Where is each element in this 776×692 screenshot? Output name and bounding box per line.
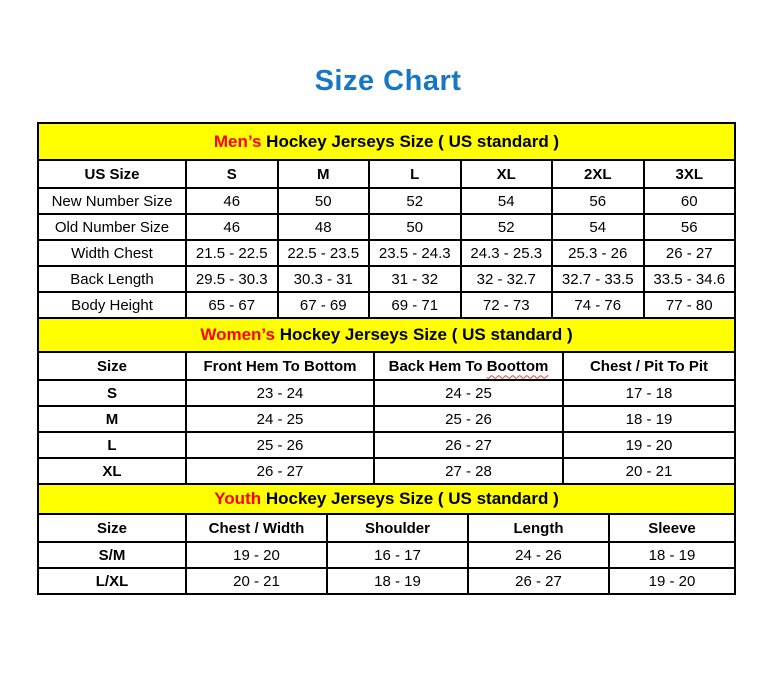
youth-size-table: [37, 483, 736, 595]
youth-title-rest: Hockey Jerseys Size ( US standard ): [265, 489, 559, 508]
size-cell: 56: [552, 188, 644, 214]
column-header: Sleeve: [609, 514, 735, 542]
size-cell: 46: [186, 214, 278, 240]
column-header-misspelled: [374, 352, 563, 380]
size-cell: 25 - 26: [186, 432, 374, 458]
youth-header-row: [38, 514, 735, 542]
womens-title-row: [38, 318, 735, 352]
mens-header-row: [38, 160, 735, 188]
size-cell: 31 - 32: [369, 266, 461, 292]
row-label: New Number Size: [38, 188, 186, 214]
size-tables: [37, 122, 736, 595]
column-header: 3XL: [644, 160, 736, 188]
size-cell: 19 - 20: [609, 568, 735, 594]
size-cell: 48: [278, 214, 370, 240]
table-row: [38, 380, 735, 406]
back-hem-label: Back Hem To: [388, 357, 483, 375]
size-cell: 32.7 - 33.5: [552, 266, 644, 292]
column-header: L: [369, 160, 461, 188]
mens-title-rest: Hockey Jerseys Size ( US standard ): [266, 131, 560, 151]
size-cell: 25.3 - 26: [552, 240, 644, 266]
row-label: S: [38, 380, 186, 406]
row-label: L: [38, 432, 186, 458]
youth-table-title: [38, 484, 735, 514]
column-header: M: [278, 160, 370, 188]
table-row: [38, 292, 735, 318]
size-cell: 50: [278, 188, 370, 214]
size-cell: 29.5 - 30.3: [186, 266, 278, 292]
back-hem-misspelled-word: Boottom: [486, 357, 549, 375]
row-label: S/M: [38, 542, 186, 568]
size-cell: 19 - 20: [563, 432, 735, 458]
size-cell: 20 - 21: [563, 458, 735, 484]
size-cell: 69 - 71: [369, 292, 461, 318]
size-cell: 25 - 26: [374, 406, 563, 432]
column-header: Length: [468, 514, 609, 542]
size-cell: 24 - 26: [468, 542, 609, 568]
table-row: [38, 240, 735, 266]
size-cell: 74 - 76: [552, 292, 644, 318]
table-row: [38, 568, 735, 594]
size-cell: 24 - 25: [186, 406, 374, 432]
table-row: [38, 406, 735, 432]
size-cell: 32 - 32.7: [461, 266, 553, 292]
column-header: Chest / Width: [186, 514, 327, 542]
size-cell: 72 - 73: [461, 292, 553, 318]
table-row: [38, 432, 735, 458]
size-cell: 24 - 25: [374, 380, 563, 406]
womens-table-title: [38, 318, 735, 352]
column-header: 2XL: [552, 160, 644, 188]
column-header: US Size: [38, 160, 186, 188]
size-cell: 60: [644, 188, 736, 214]
row-label: Old Number Size: [38, 214, 186, 240]
size-cell: 52: [461, 214, 553, 240]
womens-title-accent: Women’s: [200, 325, 275, 344]
row-label: XL: [38, 458, 186, 484]
column-header: Size: [38, 352, 186, 380]
youth-title-accent: Youth: [214, 489, 262, 508]
size-cell: 21.5 - 22.5: [186, 240, 278, 266]
size-cell: 23 - 24: [186, 380, 374, 406]
size-cell: 46: [186, 188, 278, 214]
womens-title-rest: Hockey Jerseys Size ( US standard ): [279, 325, 573, 344]
size-cell: 26 - 27: [644, 240, 736, 266]
row-label: Back Length: [38, 266, 186, 292]
size-cell: 65 - 67: [186, 292, 278, 318]
column-header: S: [186, 160, 278, 188]
size-cell: 18 - 19: [609, 542, 735, 568]
size-cell: 54: [552, 214, 644, 240]
size-cell: 77 - 80: [644, 292, 736, 318]
size-cell: 50: [369, 214, 461, 240]
row-label: Width Chest: [38, 240, 186, 266]
size-cell: 17 - 18: [563, 380, 735, 406]
table-row: [38, 458, 735, 484]
size-cell: 26 - 27: [186, 458, 374, 484]
table-row: [38, 542, 735, 568]
mens-title-accent: Men’s: [213, 131, 262, 151]
row-label: L/XL: [38, 568, 186, 594]
size-cell: 18 - 19: [563, 406, 735, 432]
size-cell: 30.3 - 31: [278, 266, 370, 292]
size-cell: 24.3 - 25.3: [461, 240, 553, 266]
size-cell: 22.5 - 23.5: [278, 240, 370, 266]
size-cell: 26 - 27: [468, 568, 609, 594]
column-header: XL: [461, 160, 553, 188]
size-cell: 52: [369, 188, 461, 214]
size-cell: 23.5 - 24.3: [369, 240, 461, 266]
column-header: Shoulder: [327, 514, 468, 542]
size-cell: 19 - 20: [186, 542, 327, 568]
youth-title-row: [38, 484, 735, 514]
mens-title-row: [38, 123, 735, 160]
row-label: M: [38, 406, 186, 432]
size-cell: 20 - 21: [186, 568, 327, 594]
mens-table-title: [38, 123, 735, 160]
mens-size-table: [37, 122, 736, 319]
row-label: Body Height: [38, 292, 186, 318]
size-cell: 56: [644, 214, 736, 240]
womens-size-table: [37, 317, 736, 485]
womens-header-row: [38, 352, 735, 380]
size-cell: 26 - 27: [374, 432, 563, 458]
size-cell: 18 - 19: [327, 568, 468, 594]
table-row: [38, 214, 735, 240]
size-cell: 33.5 - 34.6: [644, 266, 736, 292]
size-cell: 27 - 28: [374, 458, 563, 484]
column-header: Chest / Pit To Pit: [563, 352, 735, 380]
size-cell: 67 - 69: [278, 292, 370, 318]
column-header: Front Hem To Bottom: [186, 352, 374, 380]
page-title: Size Chart: [314, 65, 462, 97]
table-row: [38, 188, 735, 214]
size-cell: 16 - 17: [327, 542, 468, 568]
column-header: Size: [38, 514, 186, 542]
size-cell: 54: [461, 188, 553, 214]
table-row: [38, 266, 735, 292]
